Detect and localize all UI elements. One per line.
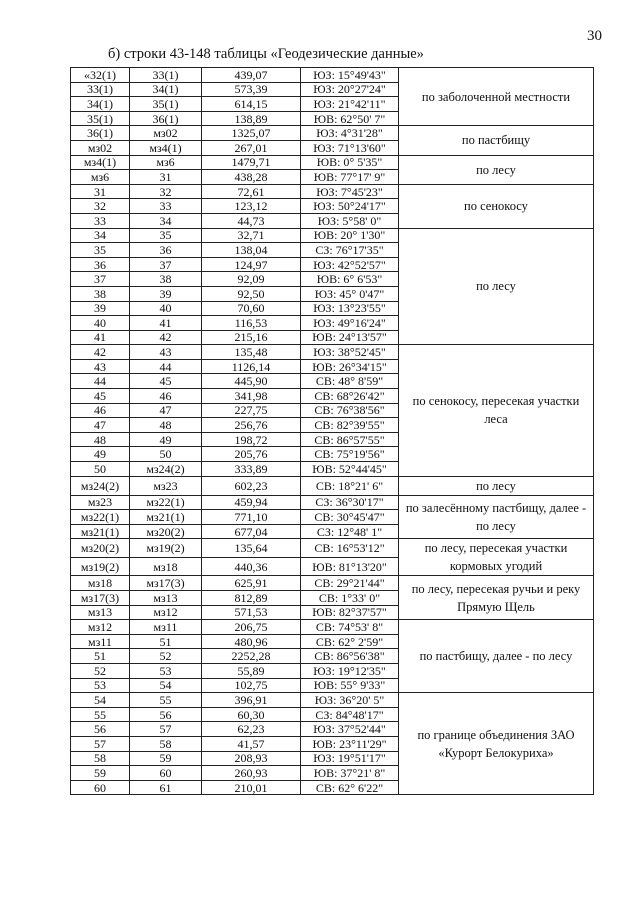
point-from-cell: 60	[71, 780, 130, 795]
azimuth-cell: ЮЗ: 19°12'35"	[301, 663, 399, 678]
point-to-cell: 42	[130, 330, 202, 345]
point-to-cell: 45	[130, 374, 202, 389]
length-cell: 206,75	[202, 620, 301, 635]
point-from-cell: 49	[71, 447, 130, 462]
point-from-cell: 51	[71, 649, 130, 664]
length-cell: 227,75	[202, 403, 301, 418]
length-cell: 812,89	[202, 591, 301, 606]
boundary-description-cell: по лесу, пересекая участки кормовых угодий	[399, 539, 594, 576]
boundary-description-cell: по лесу	[399, 155, 594, 184]
length-cell: 1479,71	[202, 155, 301, 170]
azimuth-cell: СВ: 82°39'55"	[301, 418, 399, 433]
length-cell: 72,61	[202, 184, 301, 199]
length-cell: 438,28	[202, 170, 301, 185]
length-cell: 92,50	[202, 286, 301, 301]
length-cell: 459,94	[202, 495, 301, 510]
azimuth-cell: СЗ: 12°48' 1"	[301, 524, 399, 539]
point-to-cell: 36(1)	[130, 111, 202, 126]
length-cell: 135,64	[202, 539, 301, 558]
point-from-cell: мз17(3)	[71, 591, 130, 606]
table-caption: б) строки 43-148 таблицы «Геодезические данные»	[108, 46, 424, 62]
table-row	[71, 126, 594, 141]
point-from-cell: мз13	[71, 605, 130, 620]
length-cell: 771,10	[202, 510, 301, 525]
point-to-cell: мз6	[130, 155, 202, 170]
point-to-cell: 60	[130, 766, 202, 781]
azimuth-cell: ЮЗ: 7°45'23"	[301, 184, 399, 199]
point-from-cell: 44	[71, 374, 130, 389]
point-to-cell: 47	[130, 403, 202, 418]
point-from-cell: 35(1)	[71, 111, 130, 126]
point-from-cell: 50	[71, 462, 130, 477]
point-from-cell: 33	[71, 213, 130, 228]
point-to-cell: мз22(1)	[130, 495, 202, 510]
point-to-cell: 58	[130, 736, 202, 751]
boundary-description-cell: по сенокосу	[399, 184, 594, 228]
point-to-cell: мз19(2)	[130, 539, 202, 558]
length-cell: 205,76	[202, 447, 301, 462]
point-to-cell: мз23	[130, 476, 202, 495]
length-cell: 256,76	[202, 418, 301, 433]
length-cell: 677,04	[202, 524, 301, 539]
boundary-description-cell: по лесу, пересекая ручьи и реку Прямую Щель	[399, 576, 594, 620]
table-row	[71, 476, 594, 495]
azimuth-cell: ЮЗ: 37°52'44"	[301, 722, 399, 737]
azimuth-cell: ЮЗ: 20°27'24"	[301, 82, 399, 97]
point-to-cell: 34(1)	[130, 82, 202, 97]
point-to-cell: 49	[130, 432, 202, 447]
point-to-cell: 51	[130, 634, 202, 649]
point-to-cell: 36	[130, 243, 202, 258]
azimuth-cell: ЮЗ: 45° 0'47"	[301, 286, 399, 301]
table-row	[71, 345, 594, 360]
point-from-cell: мз23	[71, 495, 130, 510]
point-to-cell: 40	[130, 301, 202, 316]
boundary-description-cell: по залесённому пастбищу, далее - по лесу	[399, 495, 594, 539]
point-from-cell: 55	[71, 707, 130, 722]
boundary-description-cell: по заболоченной местности	[399, 68, 594, 126]
length-cell: 60,30	[202, 707, 301, 722]
table-row	[71, 539, 594, 558]
point-to-cell: 34	[130, 213, 202, 228]
azimuth-cell: СВ: 76°38'56"	[301, 403, 399, 418]
point-from-cell: 48	[71, 432, 130, 447]
geodetic-table-body	[71, 68, 594, 795]
point-from-cell: 43	[71, 359, 130, 374]
point-from-cell: 33(1)	[71, 82, 130, 97]
azimuth-cell: ЮВ: 37°21' 8"	[301, 766, 399, 781]
azimuth-cell: ЮВ: 6° 6'53"	[301, 272, 399, 287]
point-to-cell: 35(1)	[130, 97, 202, 112]
point-to-cell: 33(1)	[130, 68, 202, 83]
point-to-cell: 56	[130, 707, 202, 722]
point-from-cell: мз24(2)	[71, 476, 130, 495]
azimuth-cell: ЮВ: 0° 5'35"	[301, 155, 399, 170]
point-from-cell: мз22(1)	[71, 510, 130, 525]
point-from-cell: 38	[71, 286, 130, 301]
azimuth-cell: СЗ: 84°48'17"	[301, 707, 399, 722]
azimuth-cell: СВ: 18°21' 6"	[301, 476, 399, 495]
length-cell: 396,91	[202, 693, 301, 708]
azimuth-cell: ЮЗ: 49°16'24"	[301, 316, 399, 331]
azimuth-cell: СВ: 30°45'47"	[301, 510, 399, 525]
boundary-description-cell: по границе объединения ЗАО «Курорт Белокуриха»	[399, 693, 594, 795]
point-from-cell: мз20(2)	[71, 539, 130, 558]
azimuth-cell: СВ: 1°33' 0"	[301, 591, 399, 606]
length-cell: 210,01	[202, 780, 301, 795]
point-from-cell: 40	[71, 316, 130, 331]
length-cell: 1325,07	[202, 126, 301, 141]
point-from-cell: 31	[71, 184, 130, 199]
point-from-cell: 54	[71, 693, 130, 708]
length-cell: 44,73	[202, 213, 301, 228]
point-from-cell: 57	[71, 736, 130, 751]
table-row	[71, 228, 594, 243]
length-cell: 267,01	[202, 140, 301, 155]
point-to-cell: 48	[130, 418, 202, 433]
azimuth-cell: ЮЗ: 4°31'28"	[301, 126, 399, 141]
point-to-cell: 55	[130, 693, 202, 708]
point-to-cell: 35	[130, 228, 202, 243]
table-row	[71, 155, 594, 170]
azimuth-cell: СВ: 75°19'56"	[301, 447, 399, 462]
azimuth-cell: ЮВ: 55° 9'33"	[301, 678, 399, 693]
azimuth-cell: ЮВ: 77°17' 9"	[301, 170, 399, 185]
point-from-cell: 52	[71, 663, 130, 678]
length-cell: 62,23	[202, 722, 301, 737]
length-cell: 439,07	[202, 68, 301, 83]
point-from-cell: 46	[71, 403, 130, 418]
azimuth-cell: ЮЗ: 21°42'11"	[301, 97, 399, 112]
point-from-cell: 39	[71, 301, 130, 316]
length-cell: 215,16	[202, 330, 301, 345]
azimuth-cell: СВ: 48° 8'59"	[301, 374, 399, 389]
point-to-cell: мз18	[130, 557, 202, 576]
point-to-cell: 43	[130, 345, 202, 360]
length-cell: 41,57	[202, 736, 301, 751]
azimuth-cell: ЮВ: 24°13'57"	[301, 330, 399, 345]
point-to-cell: 53	[130, 663, 202, 678]
length-cell: 135,48	[202, 345, 301, 360]
length-cell: 138,89	[202, 111, 301, 126]
boundary-description-cell: по лесу	[399, 476, 594, 495]
point-to-cell: 33	[130, 199, 202, 214]
point-from-cell: 42	[71, 345, 130, 360]
azimuth-cell: СЗ: 76°17'35"	[301, 243, 399, 258]
azimuth-cell: СВ: 86°57'55"	[301, 432, 399, 447]
point-from-cell: 37	[71, 272, 130, 287]
point-to-cell: мз12	[130, 605, 202, 620]
point-from-cell: мз19(2)	[71, 557, 130, 576]
point-to-cell: 59	[130, 751, 202, 766]
length-cell: 571,53	[202, 605, 301, 620]
azimuth-cell: ЮВ: 82°37'57"	[301, 605, 399, 620]
length-cell: 138,04	[202, 243, 301, 258]
length-cell: 573,39	[202, 82, 301, 97]
point-to-cell: 38	[130, 272, 202, 287]
azimuth-cell: ЮЗ: 13°23'55"	[301, 301, 399, 316]
point-to-cell: мз4(1)	[130, 140, 202, 155]
azimuth-cell: ЮЗ: 38°52'45"	[301, 345, 399, 360]
length-cell: 260,93	[202, 766, 301, 781]
length-cell: 602,23	[202, 476, 301, 495]
azimuth-cell: СВ: 68°26'42"	[301, 389, 399, 404]
azimuth-cell: СВ: 86°56'38"	[301, 649, 399, 664]
length-cell: 1126,14	[202, 359, 301, 374]
point-to-cell: мз11	[130, 620, 202, 635]
length-cell: 32,71	[202, 228, 301, 243]
point-from-cell: 56	[71, 722, 130, 737]
azimuth-cell: ЮЗ: 71°13'60"	[301, 140, 399, 155]
length-cell: 440,36	[202, 557, 301, 576]
point-to-cell: мз21(1)	[130, 510, 202, 525]
point-from-cell: «32(1)	[71, 68, 130, 83]
point-from-cell: 59	[71, 766, 130, 781]
point-from-cell: 47	[71, 418, 130, 433]
table-row	[71, 495, 594, 510]
point-from-cell: мз4(1)	[71, 155, 130, 170]
length-cell: 333,89	[202, 462, 301, 477]
azimuth-cell: ЮЗ: 50°24'17"	[301, 199, 399, 214]
point-from-cell: 58	[71, 751, 130, 766]
azimuth-cell: ЮЗ: 15°49'43"	[301, 68, 399, 83]
boundary-description-cell: по сенокосу, пересекая участки леса	[399, 345, 594, 476]
point-from-cell: 41	[71, 330, 130, 345]
point-from-cell: мз02	[71, 140, 130, 155]
point-to-cell: 39	[130, 286, 202, 301]
azimuth-cell: ЮВ: 81°13'20"	[301, 557, 399, 576]
azimuth-cell: ЮВ: 26°34'15"	[301, 359, 399, 374]
boundary-description-cell: по пастбищу	[399, 126, 594, 155]
point-from-cell: 34	[71, 228, 130, 243]
point-to-cell: 44	[130, 359, 202, 374]
point-from-cell: мз21(1)	[71, 524, 130, 539]
table-row	[71, 68, 594, 83]
length-cell: 2252,28	[202, 649, 301, 664]
azimuth-cell: СВ: 74°53' 8"	[301, 620, 399, 635]
table-row	[71, 576, 594, 591]
point-to-cell: 52	[130, 649, 202, 664]
azimuth-cell: ЮЗ: 19°51'17"	[301, 751, 399, 766]
length-cell: 92,09	[202, 272, 301, 287]
azimuth-cell: ЮВ: 20° 1'30"	[301, 228, 399, 243]
azimuth-cell: СВ: 16°53'12"	[301, 539, 399, 558]
point-from-cell: мз18	[71, 576, 130, 591]
azimuth-cell: ЮВ: 62°50' 7"	[301, 111, 399, 126]
geodetic-data-table	[70, 67, 594, 795]
point-to-cell: 32	[130, 184, 202, 199]
azimuth-cell: СЗ: 36°30'17"	[301, 495, 399, 510]
length-cell: 445,90	[202, 374, 301, 389]
point-to-cell: 50	[130, 447, 202, 462]
azimuth-cell: ЮЗ: 36°20' 5"	[301, 693, 399, 708]
azimuth-cell: ЮЗ: 42°52'57"	[301, 257, 399, 272]
page-number: 30	[587, 28, 602, 44]
length-cell: 625,91	[202, 576, 301, 591]
length-cell: 102,75	[202, 678, 301, 693]
azimuth-cell: ЮВ: 52°44'45"	[301, 462, 399, 477]
point-from-cell: мз6	[71, 170, 130, 185]
azimuth-cell: СВ: 29°21'44"	[301, 576, 399, 591]
point-to-cell: 31	[130, 170, 202, 185]
point-from-cell: мз12	[71, 620, 130, 635]
length-cell: 198,72	[202, 432, 301, 447]
point-to-cell: 61	[130, 780, 202, 795]
point-to-cell: 57	[130, 722, 202, 737]
point-to-cell: 46	[130, 389, 202, 404]
length-cell: 614,15	[202, 97, 301, 112]
point-from-cell: 53	[71, 678, 130, 693]
point-to-cell: мз17(3)	[130, 576, 202, 591]
length-cell: 341,98	[202, 389, 301, 404]
length-cell: 116,53	[202, 316, 301, 331]
azimuth-cell: СВ: 62° 6'22"	[301, 780, 399, 795]
length-cell: 480,96	[202, 634, 301, 649]
length-cell: 208,93	[202, 751, 301, 766]
boundary-description-cell: по лесу	[399, 228, 594, 345]
length-cell: 123,12	[202, 199, 301, 214]
point-to-cell: 54	[130, 678, 202, 693]
point-from-cell: 36	[71, 257, 130, 272]
point-to-cell: мз02	[130, 126, 202, 141]
point-to-cell: 41	[130, 316, 202, 331]
boundary-description-cell: по пастбищу, далее - по лесу	[399, 620, 594, 693]
length-cell: 124,97	[202, 257, 301, 272]
point-from-cell: 36(1)	[71, 126, 130, 141]
point-from-cell: мз11	[71, 634, 130, 649]
point-from-cell: 35	[71, 243, 130, 258]
point-to-cell: 37	[130, 257, 202, 272]
table-row	[71, 184, 594, 199]
table-row	[71, 693, 594, 708]
length-cell: 70,60	[202, 301, 301, 316]
point-to-cell: мз24(2)	[130, 462, 202, 477]
point-from-cell: 34(1)	[71, 97, 130, 112]
azimuth-cell: СВ: 62° 2'59"	[301, 634, 399, 649]
azimuth-cell: ЮВ: 23°11'29"	[301, 736, 399, 751]
point-to-cell: мз20(2)	[130, 524, 202, 539]
length-cell: 55,89	[202, 663, 301, 678]
azimuth-cell: ЮЗ: 5°58' 0"	[301, 213, 399, 228]
point-from-cell: 45	[71, 389, 130, 404]
point-from-cell: 32	[71, 199, 130, 214]
table-row	[71, 620, 594, 635]
point-to-cell: мз13	[130, 591, 202, 606]
